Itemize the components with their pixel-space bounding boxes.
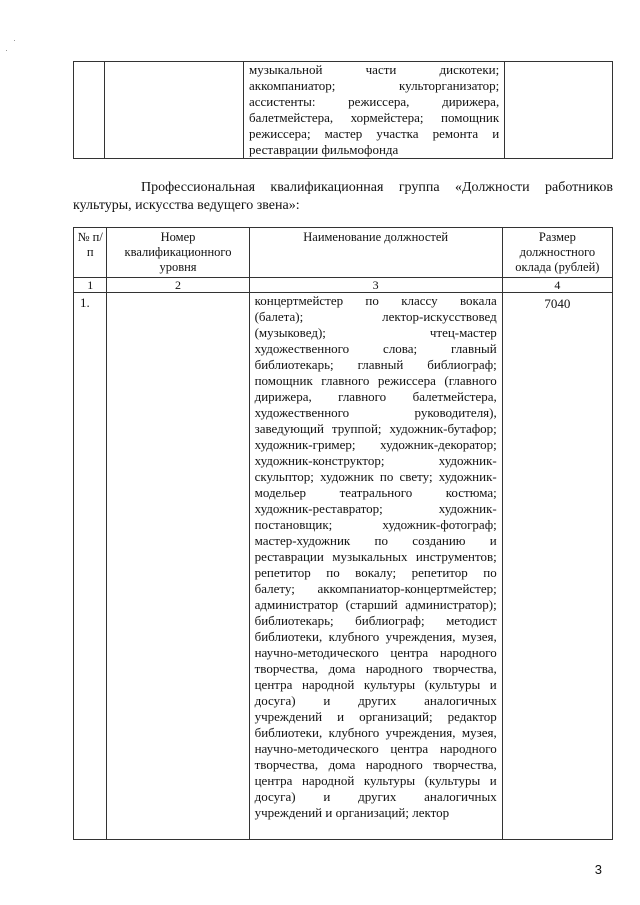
positions-text [244,62,504,158]
text-line: библиотеки, клубного учреждения, музея, [254,725,497,740]
scan-speck [14,40,15,41]
row-level [107,293,249,840]
text-line: балету; аккомпаниатор-концертмейстер; [254,581,497,596]
qualification-table [73,227,613,840]
table-row [74,62,613,159]
cell-number [74,62,105,159]
cell-salary [505,62,613,159]
text-line: модельер театрального костюма; [254,485,497,500]
row-positions [249,293,502,840]
text-line: творчества, дома народного творчества, [254,661,497,676]
text-line: центра народной культуры (культуры и [254,677,497,692]
text-line: (музыковед); чтец-мастер [254,325,497,340]
text-line: постановщик; художник-фотограф; [254,517,497,532]
text-line: учреждений и организаций; лектор [254,805,450,820]
positions-text [250,293,502,821]
text-line: библиотекарь; главный библиограф; [254,357,497,372]
header-positions: Наименование должностей [249,228,502,278]
page-number: 3 [594,862,602,877]
header-salary: Размер должностного оклада (рублей) [502,228,612,278]
text-line: учреждений и организаций; редактор [254,709,497,724]
text-line: репетитор по вокалу; репетитор по [254,565,497,580]
group-heading: Профессиональная квалификационная группа «Должности работников культуры, искусства ведущего звена»: [73,180,613,213]
text-line: заведующий труппой; художник-бутафор; [254,421,497,436]
text-line: художественного руководителя), [254,405,497,420]
text-line: реставрации фильмофонда [249,142,399,157]
table-row [74,293,613,840]
header-row [74,228,613,278]
text-line: (балета); лектор-искусствовед [254,309,497,324]
text-line: библиотекарь; библиограф; методист [254,613,497,628]
text-line: реставрации музыкальных инструментов; [254,549,497,564]
text-line: режиссера; мастер участка ремонта и [249,126,500,141]
text-line: творчества, дома народного творчества, [254,757,497,772]
col-num-1: 1 [74,278,107,293]
text-line: художественного слова; главный [254,341,497,356]
col-num-2: 2 [107,278,249,293]
text-line: музыкальной части дискотеки; [249,62,500,77]
text-line: балетмейстера, хормейстера; помощник [249,110,500,125]
text-line: научно-методического центра народного [254,645,497,660]
text-line: центра народной культуры (культуры и [254,773,497,788]
text-line: художник-реставратор; художник- [254,501,497,516]
column-number-row [74,278,613,293]
text-line: мастер-художник по созданию и [254,533,497,548]
text-line: библиотеки, клубного учреждения, музея, [254,629,497,644]
text-line: аккомпаниатор; культорганизатор; [249,78,500,93]
col-num-3: 3 [249,278,502,293]
text-line: художник-гример; художник-декоратор; [254,437,497,452]
text-line: художник-конструктор; художник- [254,453,497,468]
cell-level [104,62,243,159]
text-line: концертмейстер по классу вокала [254,293,497,308]
text-line: научно-методического центра народного [254,741,497,756]
text-line: помощник главного режиссера (главного [254,373,497,388]
text-line: скульптор; художник по свету; художник- [254,469,497,484]
cell-positions [244,62,505,159]
scan-speck [6,50,7,51]
header-level: Номер квалификационного уровня [107,228,249,278]
col-num-4: 4 [502,278,612,293]
text-line: досуга) и других аналогичных [254,693,497,708]
text-line: дирижера, главного балетмейстера, [254,389,497,404]
continuation-table [73,61,613,159]
header-number: № п/п [74,228,107,278]
row-salary: 7040 [502,293,612,840]
row-number: 1. [74,293,107,840]
text-line: администратор (старший администратор); [254,597,497,612]
text-line: ассистенты: режиссера, дирижера, [249,94,500,109]
text-line: досуга) и других аналогичных [254,789,497,804]
